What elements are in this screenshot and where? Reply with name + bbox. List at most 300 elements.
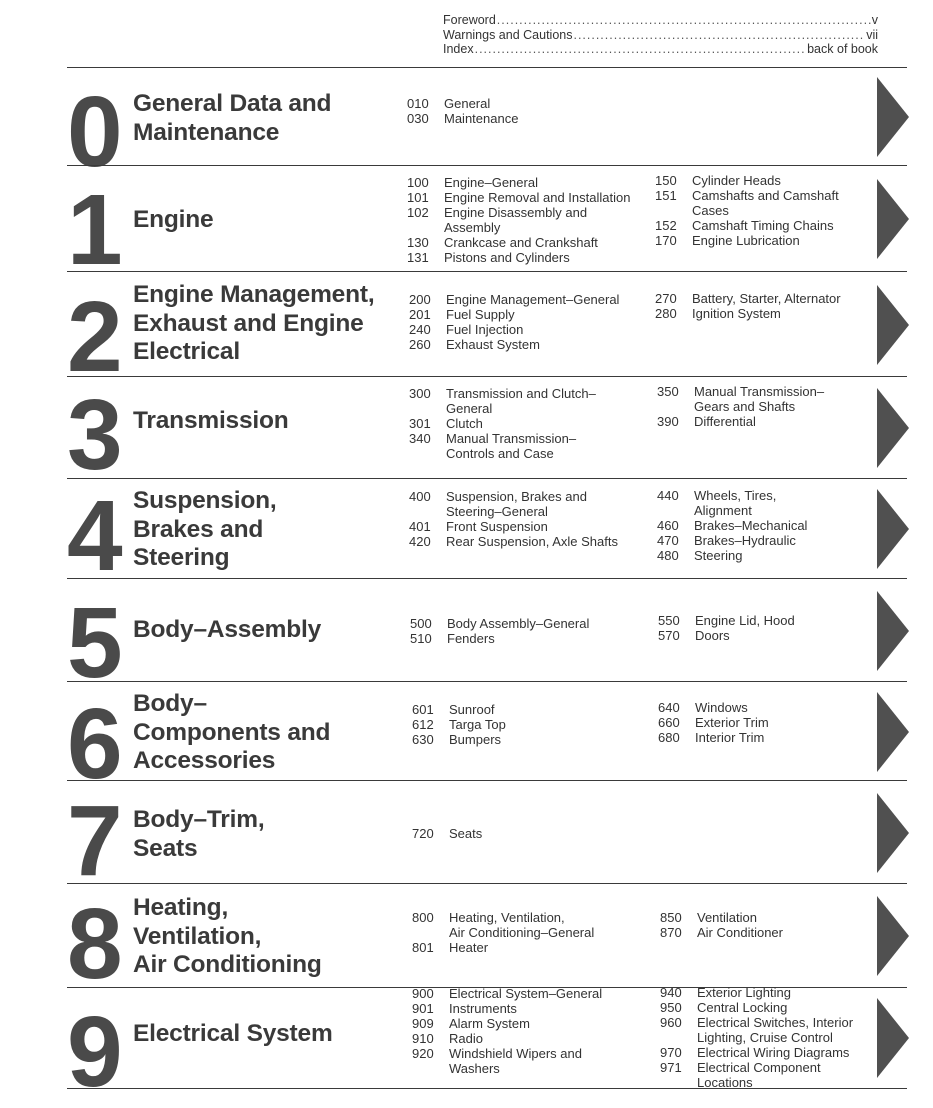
chapter-label-line: Interior Trim — [695, 730, 765, 745]
chapter-code: 390 — [657, 414, 679, 429]
chapter-label — [446, 534, 644, 549]
chapter-item[interactable] — [657, 548, 872, 563]
chapter-label-line: Brakes–Hydraulic — [694, 533, 796, 548]
section-tab-arrow-icon[interactable] — [877, 179, 909, 259]
chapter-code: 940 — [660, 985, 682, 1000]
chapter-item[interactable] — [412, 1016, 647, 1031]
chapter-label-line: Ventilation — [697, 910, 757, 925]
chapter-label — [444, 96, 642, 111]
section-title-line: Ventilation, — [133, 922, 262, 950]
chapter-code: 170 — [655, 233, 677, 248]
toc-section-5[interactable] — [67, 578, 907, 699]
chapter-code: 270 — [655, 291, 677, 306]
chapter-label — [446, 292, 644, 307]
chapter-list-left — [407, 175, 642, 265]
chapter-label — [695, 730, 873, 745]
chapter-item[interactable] — [658, 715, 873, 730]
section-title-line: Maintenance — [133, 118, 280, 146]
chapter-code: 601 — [412, 702, 434, 717]
section-title-line: Heating, — [133, 894, 229, 921]
chapter-label-line: Brakes–Mechanical — [694, 518, 808, 533]
chapter-label-line: Electrical Wiring Diagrams — [697, 1045, 850, 1060]
chapter-item[interactable] — [410, 631, 645, 646]
chapter-code: 470 — [657, 533, 679, 548]
chapter-label — [446, 431, 644, 461]
toc-section-4[interactable] — [67, 478, 907, 592]
chapter-code: 301 — [409, 416, 431, 431]
chapter-label — [697, 985, 875, 1000]
chapter-label-line: Wheels, Tires, — [694, 488, 777, 503]
chapter-code: 630 — [412, 732, 434, 747]
chapter-list-right — [657, 384, 872, 429]
front-matter-list — [443, 13, 878, 57]
chapter-item[interactable] — [410, 616, 645, 631]
chapter-code: 200 — [409, 292, 431, 307]
chapter-code: 901 — [412, 1001, 434, 1016]
chapter-code: 152 — [655, 218, 677, 233]
section-number: 5 — [67, 587, 120, 699]
chapter-item[interactable] — [409, 431, 644, 461]
chapter-item[interactable] — [657, 384, 872, 414]
chapter-code: 640 — [658, 700, 680, 715]
chapter-label-line: Doors — [695, 628, 730, 643]
chapter-item[interactable] — [409, 534, 644, 549]
chapter-label — [692, 173, 870, 188]
section-tab-arrow-icon[interactable] — [877, 591, 909, 671]
chapter-label — [695, 628, 873, 643]
chapter-label-line: Engine Lid, Hood — [695, 613, 795, 628]
chapter-list-right — [660, 985, 875, 1090]
chapter-code: 151 — [655, 188, 677, 203]
chapter-label — [444, 175, 642, 190]
chapter-label-line: Exterior Lighting — [697, 985, 791, 1000]
section-number: 7 — [67, 785, 120, 897]
chapter-list-left — [412, 702, 647, 747]
chapter-label — [446, 386, 644, 416]
chapter-item[interactable] — [660, 1045, 875, 1060]
chapter-list-right — [660, 910, 875, 940]
chapter-label-line: Ignition System — [692, 306, 781, 321]
chapter-label-line: Washers — [449, 1061, 500, 1076]
chapter-label-line: Gears and Shafts — [694, 399, 796, 414]
chapter-label — [447, 631, 645, 646]
chapter-item[interactable] — [412, 1001, 647, 1016]
chapter-list-left — [407, 96, 642, 126]
chapter-label-line: Manual Transmission– — [694, 384, 825, 399]
section-tab-arrow-icon[interactable] — [877, 388, 909, 468]
chapter-code: 500 — [410, 616, 432, 631]
chapter-item[interactable] — [412, 910, 647, 940]
chapter-code: 350 — [657, 384, 679, 399]
chapter-code: 970 — [660, 1045, 682, 1060]
chapter-label — [695, 715, 873, 730]
chapter-code: 801 — [412, 940, 434, 955]
chapter-label — [697, 1015, 875, 1045]
chapter-label-line: Electrical System–General — [449, 986, 603, 1001]
chapter-item[interactable] — [412, 717, 647, 732]
chapter-code: 010 — [407, 96, 429, 111]
chapter-item[interactable] — [407, 205, 642, 235]
section-title — [133, 806, 264, 863]
chapter-label-line: Central Locking — [697, 1000, 788, 1015]
chapter-label-line: Engine Disassembly and — [444, 205, 588, 220]
chapter-label-line: Fuel Injection — [446, 322, 524, 337]
chapter-item[interactable] — [407, 190, 642, 205]
chapter-code: 920 — [412, 1046, 434, 1061]
chapter-label-line: Manual Transmission– — [446, 431, 577, 446]
section-title-line: Air Conditioning — [133, 951, 322, 978]
chapter-code: 030 — [407, 111, 429, 126]
chapter-code: 201 — [409, 307, 431, 322]
chapter-label — [449, 717, 647, 732]
chapter-label — [446, 307, 644, 322]
chapter-item[interactable] — [412, 702, 647, 717]
chapter-label-line: Cylinder Heads — [692, 173, 781, 188]
section-title-line: General Data and — [133, 90, 332, 117]
chapter-item[interactable] — [409, 307, 644, 322]
chapter-code: 400 — [409, 489, 431, 504]
chapter-code: 570 — [658, 628, 680, 643]
chapter-label — [694, 548, 872, 563]
chapter-item[interactable] — [660, 1015, 875, 1045]
chapter-item[interactable] — [409, 386, 644, 416]
chapter-label-line: Targa Top — [449, 717, 506, 732]
chapter-item[interactable] — [412, 826, 647, 841]
toc-section-9[interactable] — [67, 985, 907, 1108]
section-number: 1 — [67, 174, 120, 286]
chapter-label — [697, 910, 875, 925]
section-title — [133, 487, 276, 573]
chapter-code: 131 — [407, 250, 429, 265]
chapter-label-line: Locations — [697, 1075, 753, 1090]
chapter-label-line: Air Conditioning–General — [449, 925, 595, 940]
chapter-label-line: Windows — [695, 700, 748, 715]
toc-section-1[interactable] — [67, 165, 907, 286]
chapter-list-left — [412, 986, 647, 1076]
chapter-label — [444, 235, 642, 250]
chapter-list-right — [655, 291, 870, 321]
section-number: 3 — [67, 379, 120, 491]
chapter-item[interactable] — [660, 1060, 875, 1090]
chapter-item[interactable] — [412, 1031, 647, 1046]
chapter-label-line: Exhaust System — [446, 337, 540, 352]
section-title-line: Suspension, — [133, 487, 277, 514]
chapter-item[interactable] — [655, 291, 870, 306]
chapter-code: 510 — [410, 631, 432, 646]
chapter-label-line: Fenders — [447, 631, 495, 646]
section-title-line: Electrical System — [133, 1020, 333, 1047]
chapter-label-line: Electrical Component — [697, 1060, 821, 1075]
chapter-code: 960 — [660, 1015, 682, 1030]
front-matter-row[interactable] — [443, 28, 878, 43]
chapter-item[interactable] — [407, 175, 642, 190]
section-title-line: Body– — [133, 690, 207, 717]
chapter-label — [449, 826, 647, 841]
leader-dots — [573, 28, 865, 43]
chapter-item[interactable] — [412, 940, 647, 955]
chapter-label — [449, 986, 647, 1001]
chapter-label — [692, 233, 870, 248]
chapter-code: 870 — [660, 925, 682, 940]
chapter-label-line: Engine Lubrication — [692, 233, 800, 248]
chapter-label — [692, 218, 870, 233]
toc-section-3[interactable] — [67, 376, 907, 491]
chapter-label-line: Radio — [449, 1031, 483, 1046]
section-title-line: Electrical — [133, 338, 240, 365]
section-number: 2 — [67, 281, 120, 393]
chapter-item[interactable] — [409, 322, 644, 337]
section-title-line: Body–Trim, — [133, 806, 265, 833]
chapter-list-left — [412, 910, 647, 955]
chapter-label-line: General — [446, 401, 493, 416]
chapter-item[interactable] — [407, 250, 642, 265]
chapter-item[interactable] — [407, 111, 642, 126]
section-tab-arrow-icon[interactable] — [877, 692, 909, 772]
section-tab-arrow-icon[interactable] — [877, 285, 909, 365]
chapter-label — [695, 700, 873, 715]
section-tab-arrow-icon[interactable] — [877, 793, 909, 873]
section-number: 8 — [67, 888, 120, 1000]
toc-section-7[interactable] — [67, 780, 907, 897]
chapter-label-line: Camshafts and Camshaft — [692, 188, 839, 203]
chapter-label-line: Electrical Switches, Interior — [697, 1015, 854, 1030]
section-number: 6 — [67, 688, 120, 800]
chapter-label — [446, 322, 644, 337]
chapter-label — [449, 910, 647, 940]
toc-section-6[interactable] — [67, 681, 907, 800]
chapter-label-line: Alarm System — [449, 1016, 530, 1031]
front-matter-row[interactable] — [443, 42, 878, 57]
section-tab-arrow-icon[interactable] — [877, 896, 909, 976]
chapter-label-line: Instruments — [449, 1001, 517, 1016]
chapter-item[interactable] — [657, 488, 872, 518]
section-title-line: Accessories — [133, 747, 276, 774]
section-title-line: Engine Management, — [133, 281, 375, 308]
chapter-item[interactable] — [407, 96, 642, 111]
section-title — [133, 206, 213, 235]
front-matter-row[interactable] — [443, 13, 878, 28]
chapter-label — [446, 489, 644, 519]
chapter-label-line: Controls and Case — [446, 446, 554, 461]
chapter-label — [449, 732, 647, 747]
section-title-line: Components and — [133, 718, 331, 746]
section-title-line: Seats — [133, 834, 198, 862]
section-title — [133, 616, 321, 645]
chapter-label — [444, 250, 642, 265]
section-title-line: Body–Assembly — [133, 616, 322, 643]
chapter-label-line: Windshield Wipers and — [449, 1046, 582, 1061]
chapter-label — [446, 416, 644, 431]
chapter-item[interactable] — [655, 218, 870, 233]
section-title-line: Brakes and — [133, 515, 264, 543]
chapter-label — [446, 519, 644, 534]
chapter-code: 150 — [655, 173, 677, 188]
chapter-label-line: Heater — [449, 940, 489, 955]
chapter-item[interactable] — [660, 1000, 875, 1015]
chapter-list-left — [409, 292, 644, 352]
chapter-item[interactable] — [657, 533, 872, 548]
chapter-label — [449, 940, 647, 955]
chapter-code: 800 — [412, 910, 434, 925]
leader-dots — [475, 42, 807, 57]
chapter-item[interactable] — [412, 1046, 647, 1076]
chapter-label-line: Alignment — [694, 503, 752, 518]
chapter-item[interactable] — [658, 628, 873, 643]
chapter-item[interactable] — [409, 519, 644, 534]
chapter-label — [697, 1045, 875, 1060]
chapter-code: 240 — [409, 322, 431, 337]
chapter-list-left — [410, 616, 645, 646]
chapter-label-line: Suspension, Brakes and — [446, 489, 587, 504]
chapter-label-line: Assembly — [444, 220, 501, 235]
chapter-label — [449, 1016, 647, 1031]
chapter-label — [694, 488, 872, 518]
section-title — [133, 407, 289, 436]
chapter-label — [694, 518, 872, 533]
section-number: 9 — [67, 996, 120, 1108]
chapter-label — [695, 613, 873, 628]
section-title — [133, 690, 330, 776]
chapter-label — [692, 188, 870, 218]
chapter-list-right — [658, 613, 873, 643]
chapter-list-right — [655, 173, 870, 248]
chapter-item[interactable] — [407, 235, 642, 250]
chapter-item[interactable] — [658, 613, 873, 628]
section-tab-arrow-icon[interactable] — [877, 77, 909, 157]
chapter-label-line: Steering–General — [446, 504, 548, 519]
chapter-item[interactable] — [658, 730, 873, 745]
chapter-label — [449, 1001, 647, 1016]
section-title — [133, 281, 374, 367]
chapter-code: 280 — [655, 306, 677, 321]
chapter-label-line: Engine Management–General — [446, 292, 620, 307]
chapter-list-left — [409, 386, 644, 461]
chapter-item[interactable] — [655, 188, 870, 218]
chapter-item[interactable] — [412, 732, 647, 747]
chapter-code: 440 — [657, 488, 679, 503]
chapter-code: 401 — [409, 519, 431, 534]
chapter-item[interactable] — [409, 292, 644, 307]
chapter-label — [692, 306, 870, 321]
front-matter-label: Index — [443, 42, 474, 56]
chapter-label-line: Battery, Starter, Alternator — [692, 291, 841, 306]
section-title-line: Engine — [133, 206, 214, 233]
chapter-label-line: General — [444, 96, 491, 111]
chapter-item[interactable] — [660, 985, 875, 1000]
chapter-item[interactable] — [409, 337, 644, 352]
chapter-code: 300 — [409, 386, 431, 401]
chapter-code: 720 — [412, 826, 434, 841]
chapter-label — [444, 205, 642, 235]
chapter-code: 420 — [409, 534, 431, 549]
chapter-label-line: Bumpers — [449, 732, 502, 747]
chapter-label-line: Cases — [692, 203, 729, 218]
chapter-label-line: Clutch — [446, 416, 483, 431]
chapter-item[interactable] — [657, 518, 872, 533]
chapter-item[interactable] — [409, 489, 644, 519]
chapter-item[interactable] — [657, 414, 872, 429]
chapter-code: 102 — [407, 205, 429, 220]
chapter-label-line: Engine–General — [444, 175, 538, 190]
chapter-item[interactable] — [409, 416, 644, 431]
chapter-label-line: Sunroof — [449, 702, 495, 717]
chapter-label — [444, 111, 642, 126]
chapter-code: 550 — [658, 613, 680, 628]
chapter-label-line: Air Conditioner — [697, 925, 783, 940]
section-title-line: Transmission — [133, 407, 289, 434]
section-title-line: Exhaust and Engine — [133, 309, 364, 337]
section-number: 0 — [67, 76, 120, 188]
chapter-code: 260 — [409, 337, 431, 352]
chapter-code: 909 — [412, 1016, 434, 1031]
chapter-code: 660 — [658, 715, 680, 730]
chapter-list-right — [658, 700, 873, 745]
chapter-item[interactable] — [655, 173, 870, 188]
front-matter-page: vii — [866, 27, 878, 42]
chapter-item[interactable] — [660, 925, 875, 940]
chapter-list-right — [657, 488, 872, 563]
chapter-label-line: Pistons and Cylinders — [444, 250, 570, 265]
chapter-label-line: Lighting, Cruise Control — [697, 1030, 833, 1045]
chapter-label-line: Differential — [694, 414, 756, 429]
front-matter-page: back of book — [807, 42, 878, 56]
chapter-code: 130 — [407, 235, 429, 250]
chapter-item[interactable] — [655, 306, 870, 321]
chapter-label — [697, 1060, 875, 1090]
chapter-code: 480 — [657, 548, 679, 563]
section-number: 4 — [67, 480, 120, 592]
chapter-code: 680 — [658, 730, 680, 745]
chapter-label — [447, 616, 645, 631]
chapter-label — [446, 337, 644, 352]
chapter-code: 612 — [412, 717, 434, 732]
section-tab-arrow-icon[interactable] — [877, 998, 909, 1078]
chapter-label — [444, 190, 642, 205]
front-matter-label: Foreword — [443, 13, 496, 27]
chapter-label — [694, 414, 872, 429]
chapter-label-line: Heating, Ventilation, — [449, 910, 565, 925]
chapter-label-line: Engine Removal and Installation — [444, 190, 631, 205]
front-matter-page: v — [871, 13, 878, 27]
chapter-list-left — [409, 489, 644, 549]
chapter-label-line: Maintenance — [444, 111, 519, 126]
chapter-item[interactable] — [655, 233, 870, 248]
section-title — [133, 90, 331, 147]
chapter-label — [694, 533, 872, 548]
chapter-label-line: Front Suspension — [446, 519, 548, 534]
front-matter-label: Warnings and Cautions — [443, 27, 573, 42]
chapter-list-left — [412, 826, 647, 841]
chapter-code: 101 — [407, 190, 429, 205]
chapter-label — [694, 384, 872, 414]
section-title — [133, 894, 322, 980]
section-title-line: Steering — [133, 544, 230, 571]
section-title — [133, 1020, 333, 1049]
chapter-item[interactable] — [660, 910, 875, 925]
chapter-code: 850 — [660, 910, 682, 925]
chapter-label-line: Steering — [694, 548, 743, 563]
chapter-label-line: Exterior Trim — [695, 715, 769, 730]
leader-dots — [497, 13, 871, 28]
section-tab-arrow-icon[interactable] — [877, 489, 909, 569]
chapter-code: 460 — [657, 518, 679, 533]
chapter-label-line: Body Assembly–General — [447, 616, 590, 631]
chapter-item[interactable] — [658, 700, 873, 715]
chapter-label — [449, 1046, 647, 1076]
chapter-item[interactable] — [412, 986, 647, 1001]
chapter-label — [449, 702, 647, 717]
chapter-label-line: Camshaft Timing Chains — [692, 218, 834, 233]
